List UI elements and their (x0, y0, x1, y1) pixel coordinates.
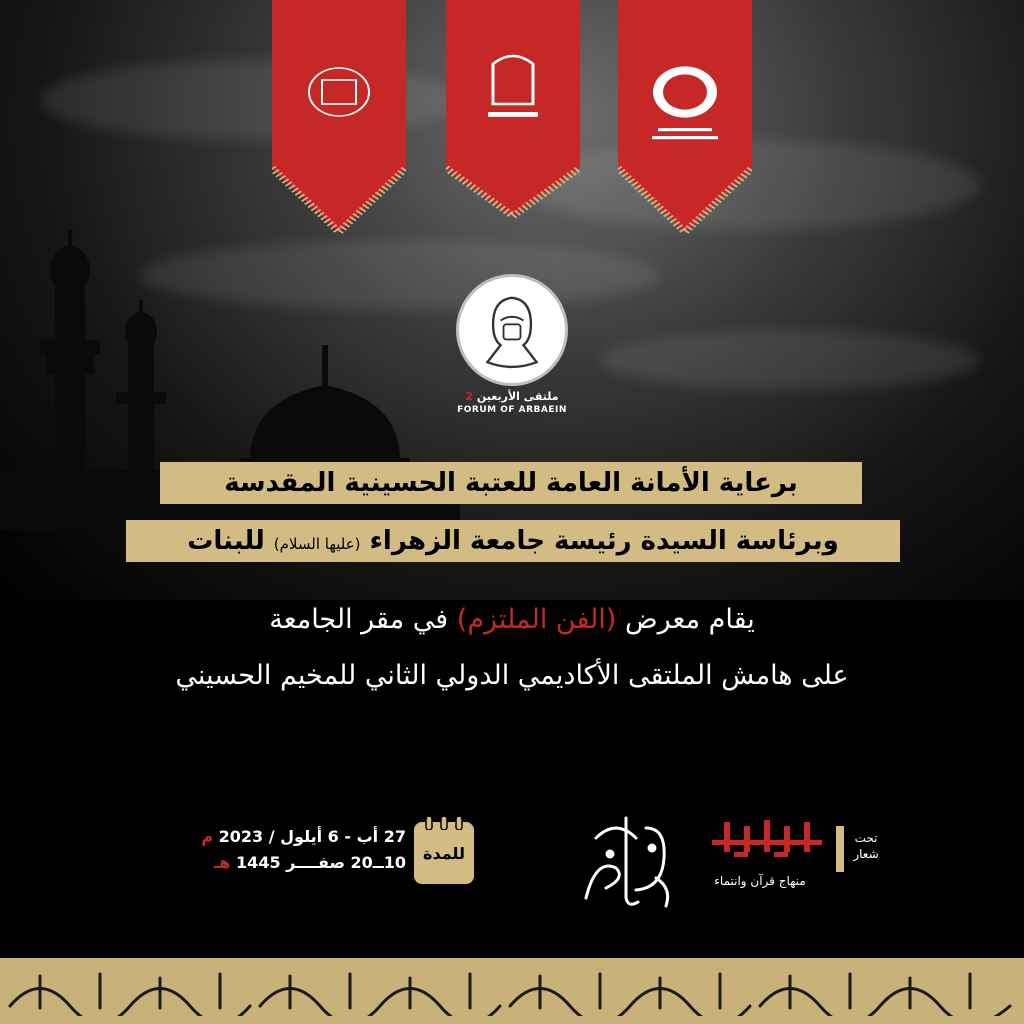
forum-title-en: FORUM OF ARBAEIN (457, 405, 567, 415)
gregorian-suffix: م (201, 827, 214, 846)
slogan-accent-bar (836, 826, 844, 872)
footer-calligraphy-band (0, 958, 1024, 1024)
announcement-line-2: على هامش الملتقى الأكاديمي الدولي الثاني للمخيم الحسيني (175, 660, 849, 691)
slogan-logo-icon (704, 812, 836, 872)
gregorian-date: 27 أب - 6 أيلول / 2023 (218, 827, 406, 846)
duration-dates (170, 826, 406, 874)
calligraphy-logo-icon (566, 798, 690, 922)
announcement-post: في مقر الجامعة (269, 604, 449, 635)
forum-title-ar: ملتقى الأربعين 2 (465, 390, 559, 403)
veiled-woman-icon (459, 277, 565, 383)
announcement-line-1 (0, 604, 1024, 635)
gregorian-date-line (170, 826, 406, 848)
sponsorship-line-2-end: للبنات (187, 526, 265, 556)
forum-logo (456, 274, 568, 386)
hijri-date-line (170, 852, 406, 874)
sponsorship-line-1: برعاية الأمانة العامة للعتبة الحسينية المقدسة (160, 462, 862, 504)
forum-number: 2 (465, 390, 474, 403)
under-slogan-label: تحت شعار (853, 831, 879, 861)
ministry-higher-education-banner (618, 0, 752, 240)
hijri-date: 10ــ20 صفــــر 1445 (236, 853, 406, 872)
sponsorship-line-2 (126, 520, 900, 562)
hadith-calligraphy-icon (0, 966, 1024, 1016)
exhibition-name: (الفن الملتزم) (456, 604, 617, 635)
hijri-suffix: هـ (213, 853, 231, 872)
cloud-shape (600, 330, 980, 390)
duration-label: للمدة (423, 844, 465, 863)
calendar-icon (414, 822, 474, 884)
al-zahraa-university-banner (446, 0, 580, 240)
sponsorship-line-2-paren: (عليها السلام) (273, 535, 361, 553)
announcement-pre: يقام معرض (625, 604, 755, 635)
holy-shrine-banner (272, 0, 406, 240)
sponsorship-line-2-main: وبرئاسة السيدة رئيسة جامعة الزهراء (369, 526, 839, 556)
slogan-caption: منهاج قرآن وانتماء (714, 874, 806, 888)
